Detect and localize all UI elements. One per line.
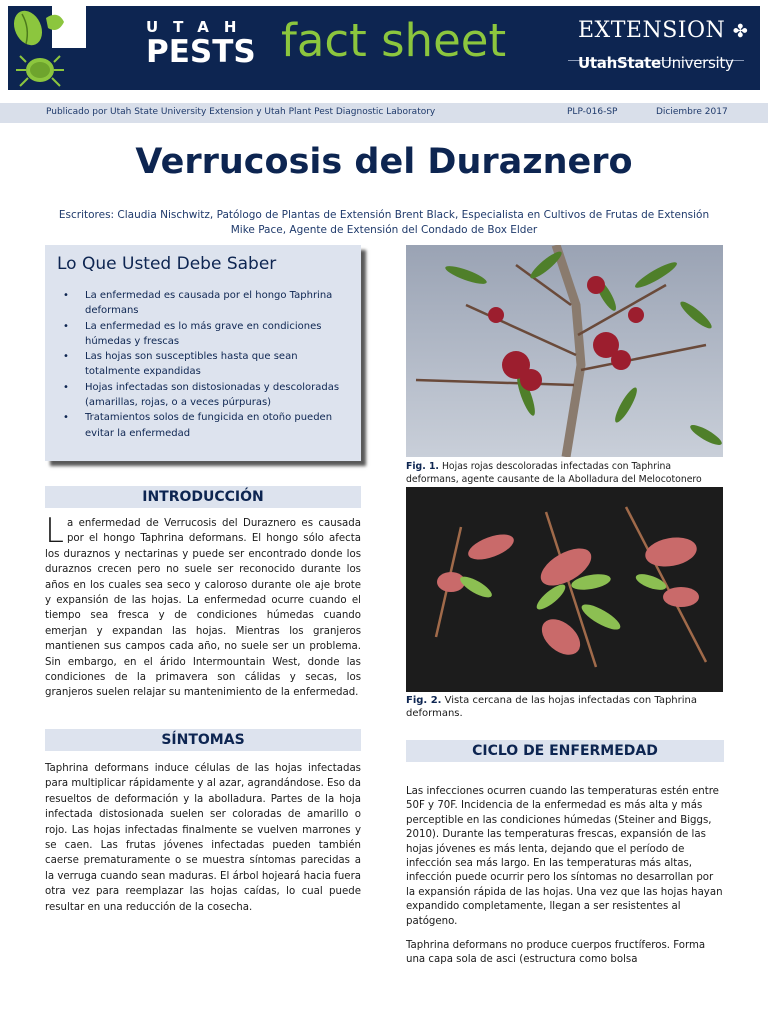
- usu-rest: University: [660, 54, 734, 72]
- symptoms-text: Taphrina deformans induce células de las hojas infectadas para multiplicar rápidamente y al azar, agrandándose. Eso da resueltos de deformación y la abolladura. Partes de la hoja infectada distosionada suelen ser coloradas de amarillo o rojo. Las hojas infectadas finalmente se vuelven marrones y se caen. Las frutas jóvenes infectadas pueden también caerse prematuramente o se muestra síntomas parecidas a la verruga cuando sean maduras. El árbol hojeará hacia fuera otra vez para reemplazar las hojas caídas, lo cual puede resultar en una reducción de la cosecha.: [45, 763, 361, 913]
- authors-line-1: Escritores: Claudia Nischwitz, Patólogo de Plantas de Extensión Brent Black, Especialista en Cultivos de Frutas de Extensión: [58, 209, 710, 221]
- key-points-title: Lo Que Usted Debe Saber: [57, 254, 277, 274]
- list-item: • Las hojas son susceptibles hasta que sean totalmente expandidas: [59, 349, 353, 380]
- extension-label: EXTENSION: [578, 18, 726, 43]
- intro-paragraph: a enfermedad de Verrucosis del Duraznero es causada por el hongo Taphrina deformans. El hongo sólo afecta los duraznos y nectarinas y puede ser encontrado donde los duraznos crecen pero no suele ser reconocido durante los años en los cuales sea seco y caloroso durante ole aje brote y expansión de las hojas. La enfermedad ocurre cuando el tiempo sea fresca y de condiciones húmedas cuando emerjan y expandan las hojas. Mientras los granjeros mantienen sus campos cada año, no suele ser un problema. Sin embargo, en el árido Intermountain West, donde las condiciones de la primavera son cálidas y secas, los granjeros suelen relajar su mantenimiento de la enfermedad.: [45, 518, 361, 699]
- clover-icon: ✤: [732, 21, 749, 42]
- figure-1-caption: [406, 460, 724, 486]
- usu-bold: UtahState: [578, 54, 661, 72]
- authors-line-2: Mike Pace, Agente de Extensión del Condado de Box Elder: [230, 224, 538, 236]
- utah-pests-logo: [0, 0, 86, 96]
- pests-wordmark: PESTS: [146, 34, 256, 70]
- cycle-text-1: Las infecciones ocurren cuando las temperaturas estén entre 50F y 70F. Incidencia de la enfermedad es más alta y más perceptible en las condiciones húmedas (Steiner and Biggs, 2010). Durante las temperaturas frescas, expansión de las hojas jóvenes es más lenta, dejando que el período de infección sea más largo. En las temperaturas más altas, infección puede ocurrir pero los síntomas no desarrollan por la expansión rápida de las hojas. Una vez que las hojas hayan expandido completamente, llegan a ser resistentes al patógeno.: [406, 786, 723, 927]
- figure-2-photo: [406, 487, 723, 692]
- publication-date: Diciembre 2017: [656, 107, 728, 117]
- drop-cap: L: [45, 511, 64, 551]
- list-item: • La enfermedad es lo más grave en condiciones húmedas y frescas: [59, 319, 353, 350]
- fact-sheet-wordmark: fact sheet: [281, 14, 507, 67]
- authors: [0, 208, 768, 238]
- usu-wordmark: [578, 54, 734, 72]
- key-points-box: [45, 245, 361, 461]
- publication-bar: [0, 103, 768, 123]
- list-item: • Tratamientos solos de fungicida en otoño pueden evitar la enfermedad: [59, 410, 353, 441]
- figure-2-caption: [406, 694, 724, 720]
- list-item: • La enfermedad es causada por el hongo Taphrina deformans: [59, 288, 353, 319]
- published-by: Publicado por Utah State University Extension y Utah Plant Pest Diagnostic Laboratory: [46, 107, 436, 117]
- figure-2-label: Fig. 2.: [406, 695, 442, 706]
- utah-wordmark: UTAH: [146, 18, 252, 36]
- masthead: [0, 0, 768, 96]
- cycle-heading: CICLO DE ENFERMEDAD: [406, 740, 724, 762]
- figure-1-photo: [406, 245, 723, 457]
- page-title: Verrucosis del Duraznero: [135, 142, 633, 182]
- document-code: PLP-016-SP: [567, 107, 618, 117]
- list-item: • Hojas infectadas son distosionadas y descoloradas (amarillas, rojas, o a veces púrpuras): [59, 380, 353, 411]
- extension-wordmark: [578, 18, 748, 43]
- figure-1-caption-text: Hojas rojas descoloradas infectadas con Taphrina deformans, agente causante de la Abolladura del Melocotonero: [406, 461, 702, 485]
- key-points-list: [59, 288, 353, 441]
- intro-heading: INTRODUCCIÓN: [45, 486, 361, 508]
- figure-1-label: Fig. 1.: [406, 461, 439, 472]
- intro-text: [45, 511, 361, 701]
- cycle-text-2: Taphrina deformans no produce cuerpos fructíferos. Forma una capa sola de asci (estructura como bolsa: [406, 940, 706, 966]
- symptoms-heading: SÍNTOMAS: [45, 729, 361, 751]
- figure-2-caption-text: Vista cercana de las hojas infectadas con Taphrina deformans.: [406, 695, 697, 719]
